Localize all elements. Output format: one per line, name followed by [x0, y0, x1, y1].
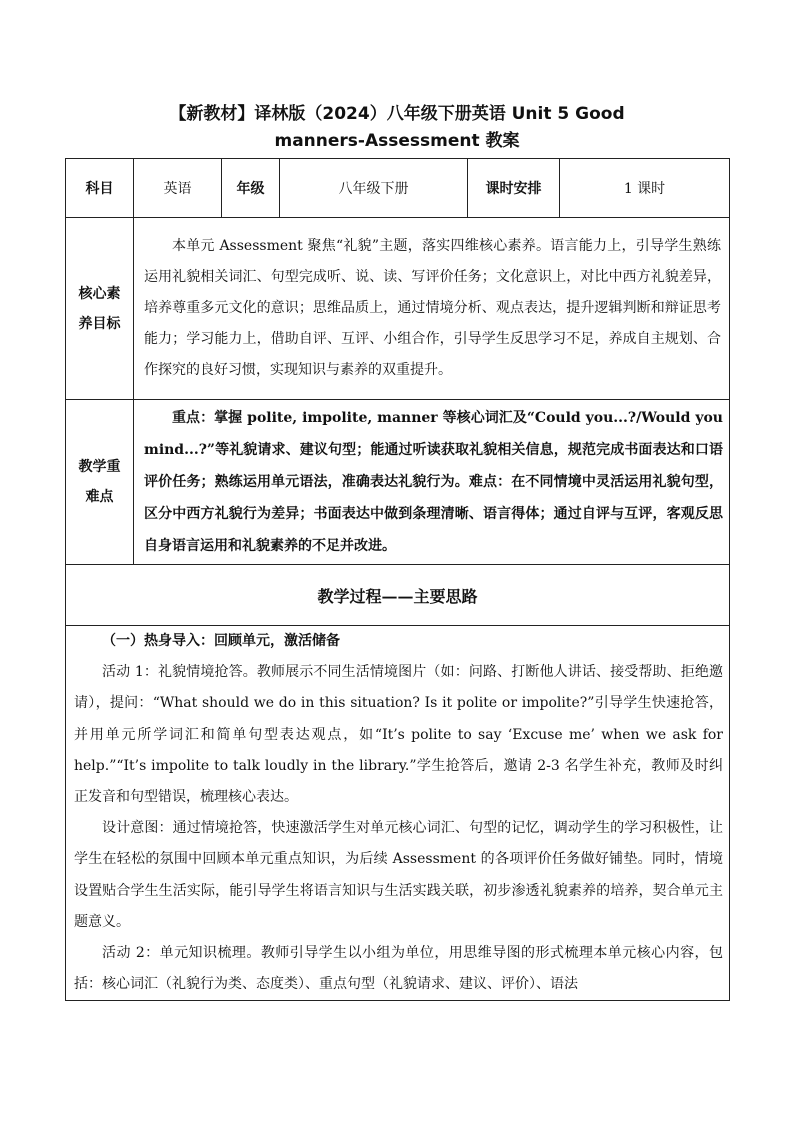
goals-text: 本单元 Assessment 聚焦“礼貌”主题，落实四维核心素养。语言能力上，引导学生熟练运用礼貌相关词汇、句型完成听、说、读、写评价任务；文化意识上，对比中西方礼貌差异，培养尊重多元文化的意识；思维品质上，通过情境分析、观点表达，提升逻辑判断和辩证思考能力；学习能力上，借助自评、互评、小组合作，引导学生反思学习不足，养成自主规划、合作探究的良好习惯，实现知识与素养的双重提升。 — [144, 238, 721, 378]
header-row — [66, 159, 730, 218]
design-intent-text: 设计意图：通过情境抢答，快速激活学生对单元核心词汇、句型的记忆，调动学生的学习积极性，让学生在轻松的氛围中回顾本单元重点知识，为后续 Assessment 的各项评价任务做好铺垫。同时，情境设置贴合学生生活实际，能引导学生将语言知识与生活实践关联，初步渗透礼貌素养的培养，契合单元主题意义。 — [74, 820, 723, 930]
lesson-plan-table — [65, 158, 730, 1001]
activity-1-text: 活动 1：礼貌情境抢答。教师展示不同生活情境图片（如：问路、打断他人讲话、接受帮助、拒绝邀请），提问：“What should we do in this situation? Is it polite or impolite?”引导学生快速抢答，并用单元所学词汇和简单句型表达观点，如“It’s polite to say ‘Excuse me’ when we ask for help.”“It’s impolite to talk loudly in the library.”学生抢答后，邀请 2-3 名学生补充，教师及时纠正发音和句型错误，梳理核心表达。 — [74, 664, 723, 806]
goals-row — [66, 218, 730, 400]
key-points-row — [66, 400, 730, 565]
grade-label: 年级 — [222, 159, 280, 218]
hours-value: 1 课时 — [560, 159, 730, 218]
title-line-1: 【新教材】译林版（2024）八年级下册英语 Unit 5 Good — [169, 104, 625, 124]
goals-label-line-1: 核心素 — [78, 285, 121, 302]
goals-content — [134, 218, 730, 400]
process-content — [66, 626, 730, 1001]
key-points-content — [134, 400, 730, 565]
title-line-2: manners-Assessment 教案 — [274, 131, 520, 151]
process-row — [66, 626, 730, 1001]
subject-label: 科目 — [66, 159, 134, 218]
key-points-label — [66, 400, 134, 565]
key-points-label-line-1: 教学重 — [78, 459, 121, 475]
subject-value: 英语 — [134, 159, 222, 218]
process-title: 教学过程——主要思路 — [66, 565, 730, 626]
goals-label-line-2: 养目标 — [78, 315, 121, 332]
key-points-text: 重点：掌握 polite, impolite, manner 等核心词汇及“Could you...?/Would you mind...?”等礼貌请求、建议句型；能通过听读获取礼貌相关信息，规范完成书面表达和口语评价任务；熟练运用单元语法，准确表达礼貌行为。难点：在不同情境中灵活运用礼貌句型，区分中西方礼貌行为差异；书面表达中做到条理清晰、语言得体；通过自评与互评，客观反思自身语言运用和礼貌素养的不足并改进。 — [144, 410, 723, 554]
process-subheading: （一）热身导入：回顾单元，激活储备 — [102, 633, 340, 649]
goals-label — [66, 218, 134, 400]
hours-label: 课时安排 — [468, 159, 560, 218]
key-points-label-line-2: 难点 — [85, 489, 114, 505]
document-title — [0, 101, 794, 155]
grade-value: 八年级下册 — [280, 159, 468, 218]
process-title-row — [66, 565, 730, 626]
activity-2-text: 活动 2：单元知识梳理。教师引导学生以小组为单位，用思维导图的形式梳理本单元核心内容，包括：核心词汇（礼貌行为类、态度类）、重点句型（礼貌请求、建议、评价）、语法 — [74, 945, 723, 993]
